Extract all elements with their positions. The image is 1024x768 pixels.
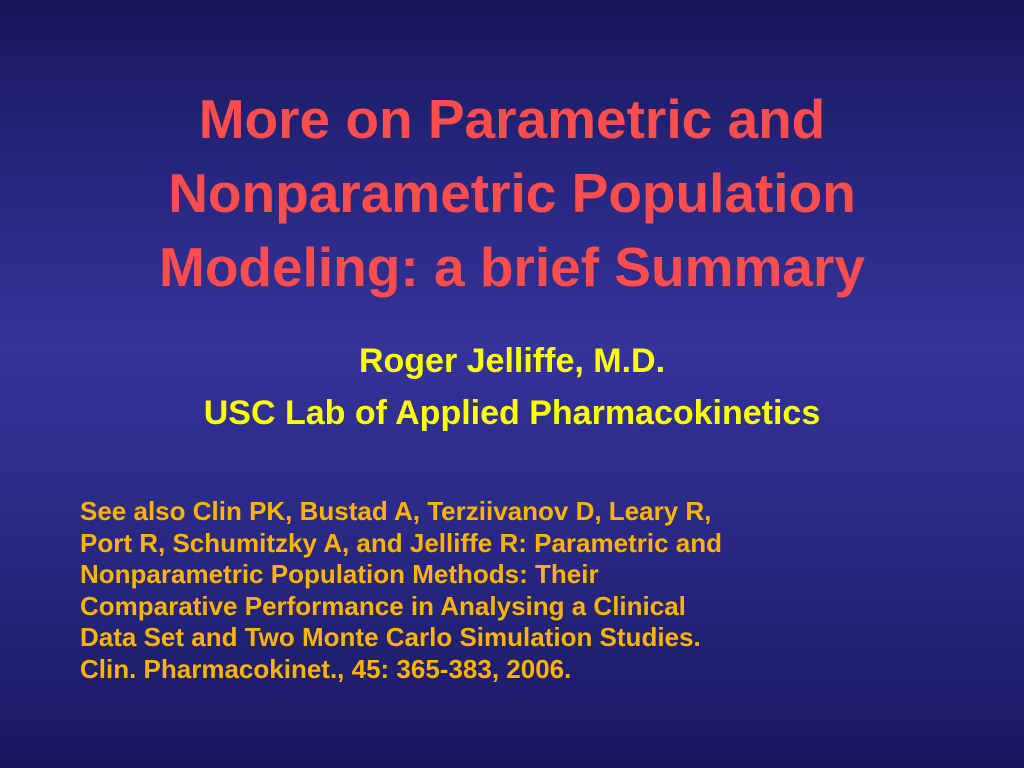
author-block (0, 335, 1024, 439)
author-name: Roger Jelliffe, M.D. (358, 342, 666, 380)
reference-line: See also Clin PK, Bustad A, Terziivanov D, Leary R, (80, 496, 712, 526)
author-affiliation: USC Lab of Applied Pharmacokinetics (203, 394, 821, 432)
reference-line: Port R, Schumitzky A, and Jelliffe R: Parametric and (80, 527, 722, 558)
reference-line: Clin. Pharmacokinet., 45: 365-383, 2006. (80, 653, 572, 684)
title-line: More on Parametric and (198, 88, 826, 150)
title-line: Modeling: a brief Summary (159, 236, 865, 298)
slide-title (0, 82, 1024, 304)
reference-line: Data Set and Two Monte Carlo Simulation Studies. (80, 622, 701, 652)
reference-line: Comparative Performance in Analysing a Clinical (80, 590, 686, 621)
reference-citation (80, 496, 980, 685)
title-line: Nonparametric Population (168, 162, 856, 224)
reference-line: Nonparametric Population Methods: Their (80, 559, 599, 589)
